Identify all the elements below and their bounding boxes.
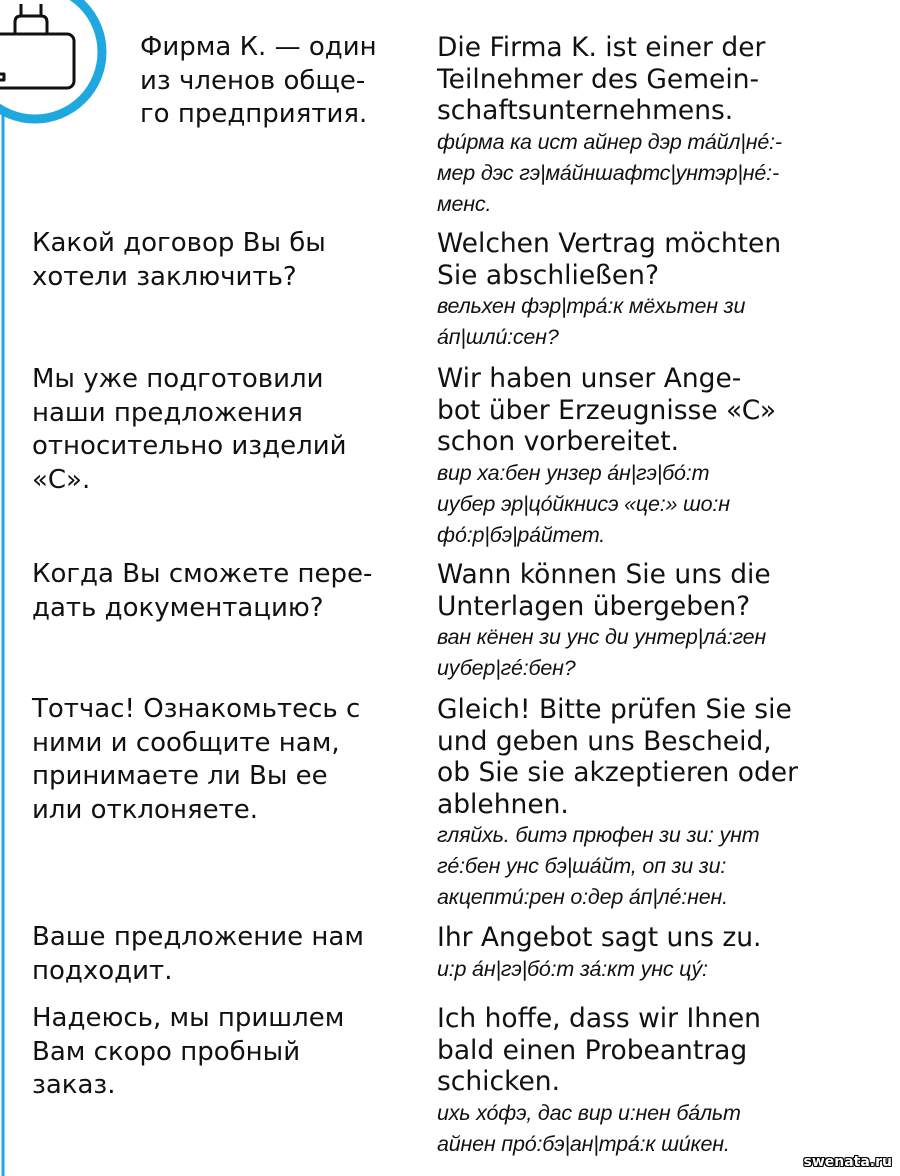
watermark: swenata.ru [803,1154,892,1170]
german-phrase-1: Die Firma K. ist einer der Teilnehmer des Gemein- schaftsunternehmens. [437,32,766,126]
russian-phrase-4: Когда Вы сможете пере- дать документацию? [32,559,373,623]
transcription-3: вир ха:бен унзер а́н|гэ|бо́:т иубер эр|цо́йкнисэ «це:» шо:н фо́:р|бэ|ра́йтет. [437,460,730,547]
transcription-6: и:р а́н|гэ|бо́:т за́:кт унс цу́: [437,956,708,981]
german-phrase-4: Wann können Sie uns die Unterlagen übergeben? [437,559,771,622]
transcription-1: фи́рма ка ист айнер дэр та́йл|нé:- мер дэс гэ|ма́йншафтс|унтэр|нé:- менс. [437,129,782,216]
entry-2 [437,228,897,353]
entry-6 [437,922,897,985]
russian-phrase-2: Какой договор Вы бы хотели заключить? [32,228,326,292]
entry-3 [437,363,897,551]
german-phrase-6: Ihr Angebot sagt uns zu. [437,922,762,953]
russian-phrase-7: Надеюсь, мы пришлем Вам скоро пробный заказ. [32,1003,345,1100]
entry-5 [437,694,897,913]
transcription-2: вельхен фэр|тра́:к мёхьтен зи а́п|шли́:сен? [437,294,746,349]
transcription-5: гляйхь. битэ прюфен зи зи: унт гé:бен унс бэ|ша́йт, оп зи зи: акцепти́:рен о:дер а́п|лé:нен. [437,823,760,909]
russian-phrase-1: Фирма К. — один из членов обще- го предприятия. [140,32,377,129]
transcription-7: ихь хо́фэ, дас вир и:нен ба́льт айнен про́:бэ|ан|тра́:к ши́кен. [437,1100,741,1156]
transcription-4: ван кёнен зи унс ди унтер|ла́:ген иубер|гé:бен? [437,625,767,680]
german-phrase-7: Ich hoffe, dass wir Ihnen bald einen Probeantrag schicken. [437,1003,761,1097]
russian-phrase-6: Ваше предложение нам подходит. [32,922,364,986]
entry-7 [437,1003,897,1160]
german-phrase-3: Wir haben unser Ange- bot über Erzeugnisse «C» schon vorbereitet. [437,363,777,457]
entry-1 [437,32,897,220]
russian-phrase-3: Мы уже подготовили наши предложения относительно изделий «С». [32,364,347,495]
german-phrase-2: Welchen Vertrag möchten Sie abschließen? [437,228,782,291]
russian-phrase-5: Тотчас! Ознакомьтесь с ними и сообщите нам, принимаете ли Вы ее или отклоняете. [32,694,361,825]
german-phrase-5: Gleich! Bitte prüfen Sie sie und geben uns Bescheid, ob Sie sie akzeptieren oder ablehnen. [437,694,799,820]
entry-4 [437,559,897,684]
